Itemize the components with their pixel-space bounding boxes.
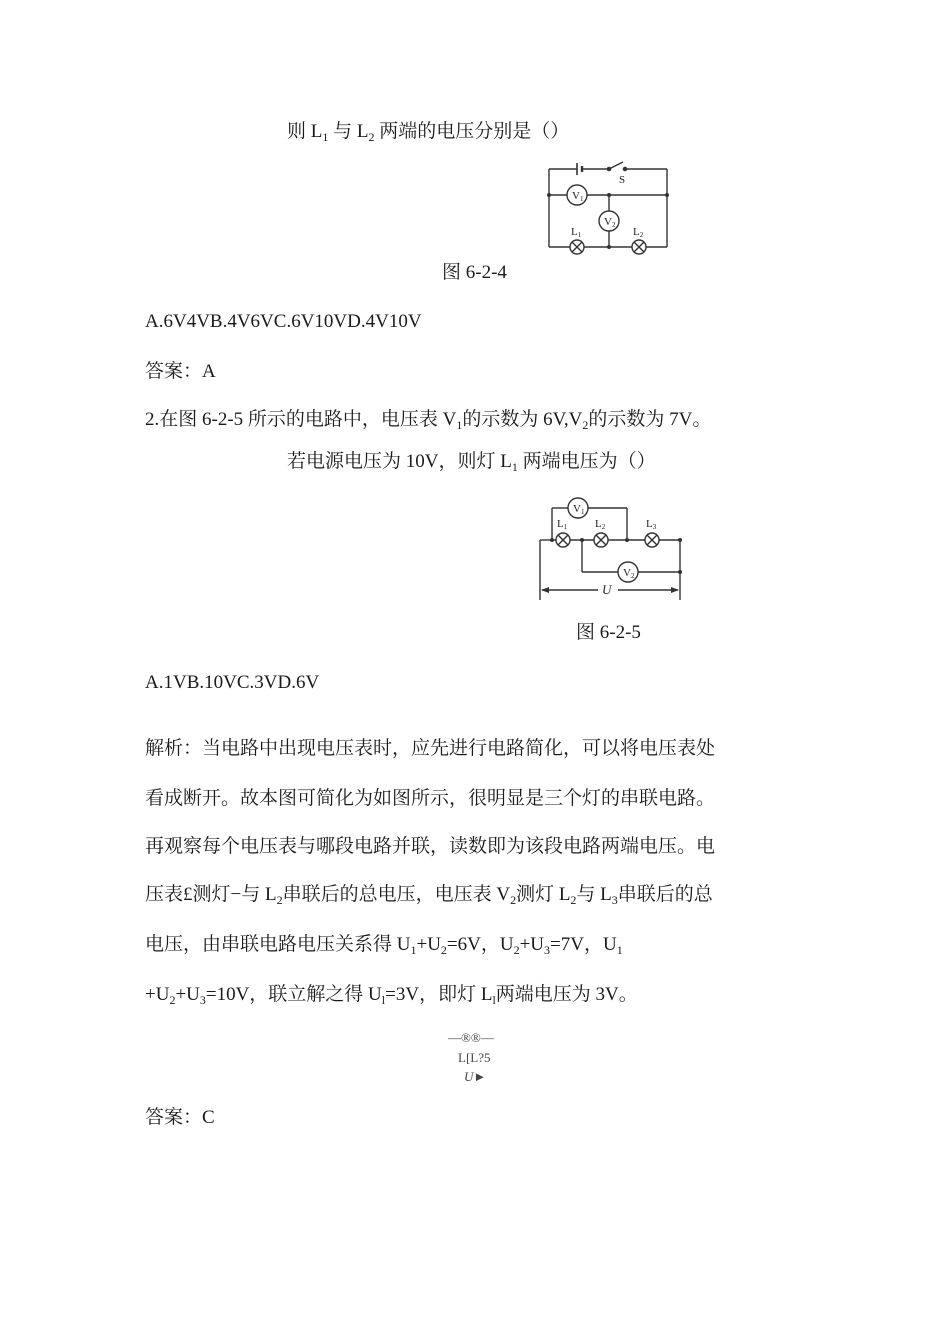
svg-text:L2: L2 [595,518,606,531]
q2-answer: 答案：C [145,1107,215,1128]
svg-text:L3: L3 [646,518,657,531]
svg-text:L1: L1 [571,226,582,239]
mini-figure-row-1: —®®— [448,1030,494,1045]
figure-caption-6-2-5: 图 6-2-5 [576,622,641,643]
explanation-line-6: $+U_2+U_3=10V$，联立解之得 $U_l=3V$，即灯 $L_l$两端电压为 3V。 [145,984,638,1007]
svg-text:V1: V1 [573,503,585,516]
q2-options: A.1VB.10VC.3VD.6V [145,672,320,693]
svg-text:L2: L2 [633,226,644,239]
voltage-u-label: U [602,582,612,597]
svg-text:V2: V2 [604,216,616,229]
circuit-figure-6-2-4 [543,155,673,255]
svg-text:V1: V1 [572,190,584,203]
q1-options: A.6V4VB.4V6VC.6V10VD.4V10V [145,311,422,332]
mini-figure-row-2: L[L?5 [458,1050,491,1065]
svg-text:L1: L1 [557,518,568,531]
explanation-line-4: 压表£测灯−与 $L_2$串联后的总电压，电压表 $V_2$测灯 $L_2$与 $L_3$串联后的总 [145,884,713,907]
figure-caption-6-2-4: 图 6-2-4 [442,262,507,283]
circuit-figure-6-2-5 [532,490,692,605]
q2-stem-line2: 若电源电压为 10V，则灯 $L_1$ 两端电压为（） [287,451,656,474]
mini-figure-row-3: U► [464,1069,487,1084]
explanation-line-5: 电压，由串联电路电压关系得 $U_1+U_2=6V$，$U_2+U_3=7V$，$U_1$ [145,934,623,957]
switch-label: S [619,174,626,186]
explanation-line-2: 看成断开。故本图可简化为如图所示，很明显是三个灯的串联电路。 [145,788,716,809]
q1-answer: 答案：A [145,361,216,382]
q2-stem-line1: 2.在图 6-2-5 所示的电路中，电压表 $V_1$的示数为 $6V,V_2$的示数为 7V。 [145,409,712,432]
q1-stem: 则 $L_1$ 与 $L_2$ 两端的电压分别是（） [287,121,570,144]
explanation-line-3: 再观察每个电压表与哪段电路并联，读数即为该段电路两端电压。电 [145,836,716,857]
explanation-line-1: 解析：当电路中出现电压表时，应先进行电路简化，可以将电压表处 [145,738,716,759]
svg-text:V2: V2 [623,567,635,580]
